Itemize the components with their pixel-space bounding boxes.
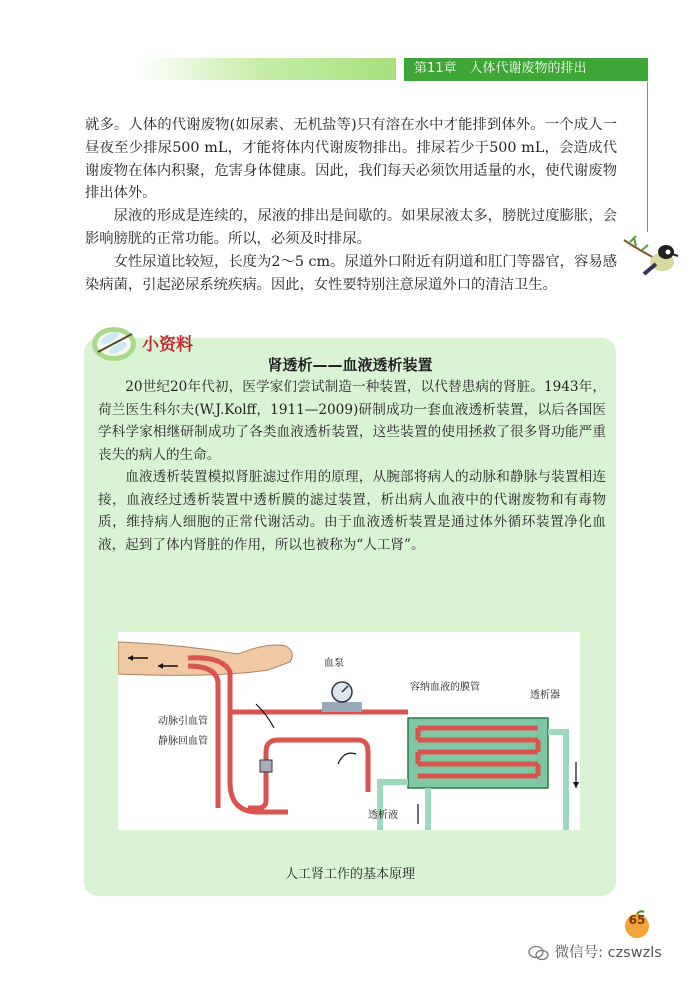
info-paragraph-2: 血液透析装置模拟肾脏滤过作用的原理，从腕部将病人的动脉和静脉与装置相连接，血液经过透析装置中透析膜的滤过装置，析出病人血液中的代谢废物和有毒物质，维持病人细胞的正常代谢活动。由于血液透析装置是通过体外循环装置净化血液，起到了体内肾脏的作用，所以也被称为“人工肾”。 <box>98 469 606 553</box>
info-badge-label: 小资料 <box>142 335 193 355</box>
chapter-title: 第11章 人体代谢废物的排出 <box>404 58 648 80</box>
clamp-icon <box>260 760 272 772</box>
info-title: 肾透析——血液透析装置 <box>267 356 433 374</box>
header-divider <box>404 80 648 81</box>
bird-illustration <box>622 222 682 282</box>
body-paragraph-2: 尿液的形成是连续的，尿液的排出是间歇的。如果尿液太多，膀胱过度膨胀，会影响膀胱的正常功能。所以，必须及时排尿。 <box>85 208 617 247</box>
label-artery-tube: 动脉引血管 <box>158 716 208 727</box>
body-paragraph-1: 就多。人体的代谢废物(如尿素、无机盐等)只有溶在水中才能排到体外。一个成人一昼夜至少排尿500 mL，才能将体内代谢废物排出。排尿若少于500 mL，会造成代谢废物在体内积聚，危害身体健康。因此，我们每天必须饮用适量的水，使代谢废物排出体外。 <box>85 117 617 202</box>
label-dialyzer: 透析器 <box>530 690 560 701</box>
header-gradient-bar <box>140 58 396 80</box>
label-pump: 血泵 <box>324 658 344 669</box>
wechat-watermark <box>528 941 662 962</box>
wechat-icon <box>528 945 550 961</box>
body-text <box>85 114 617 296</box>
pump-icon <box>322 682 362 712</box>
label-membrane-tube: 容纳血液的膜管 <box>410 682 480 693</box>
label-dialysate: 透析液 <box>368 810 398 821</box>
info-text <box>98 376 606 556</box>
wechat-id: 微信号: czswzls <box>554 945 662 961</box>
artery-tube <box>188 658 288 812</box>
dialysis-diagram <box>118 632 580 830</box>
body-paragraph-3: 女性尿道比较短，长度为2～5 cm。尿道外口附近有阴道和肛门等器官，容易感染病菌，引起泌尿系统疾病。因此，女性要特别注意尿道外口的清洁卫生。 <box>85 253 617 293</box>
page-number: 65 <box>628 913 646 927</box>
label-vein-tube: 静脉回血管 <box>158 736 208 747</box>
info-paragraph-1: 20世纪20年代初，医学家们尝试制造一种装置，以代替患病的肾脏。1943年，荷兰医生科尔夫(W.J.Kolff，1911—2009)研制成功一套血液透析装置，以后各国医学科学家相继研制成功了各类血液透析装置，这些装置的使用拯救了很多肾功能严重丧失的病人的生命。 <box>98 379 606 463</box>
dialyzer <box>380 718 566 830</box>
diagram-caption: 人工肾工作的基本原理 <box>284 867 415 882</box>
margin-rule <box>647 82 648 232</box>
